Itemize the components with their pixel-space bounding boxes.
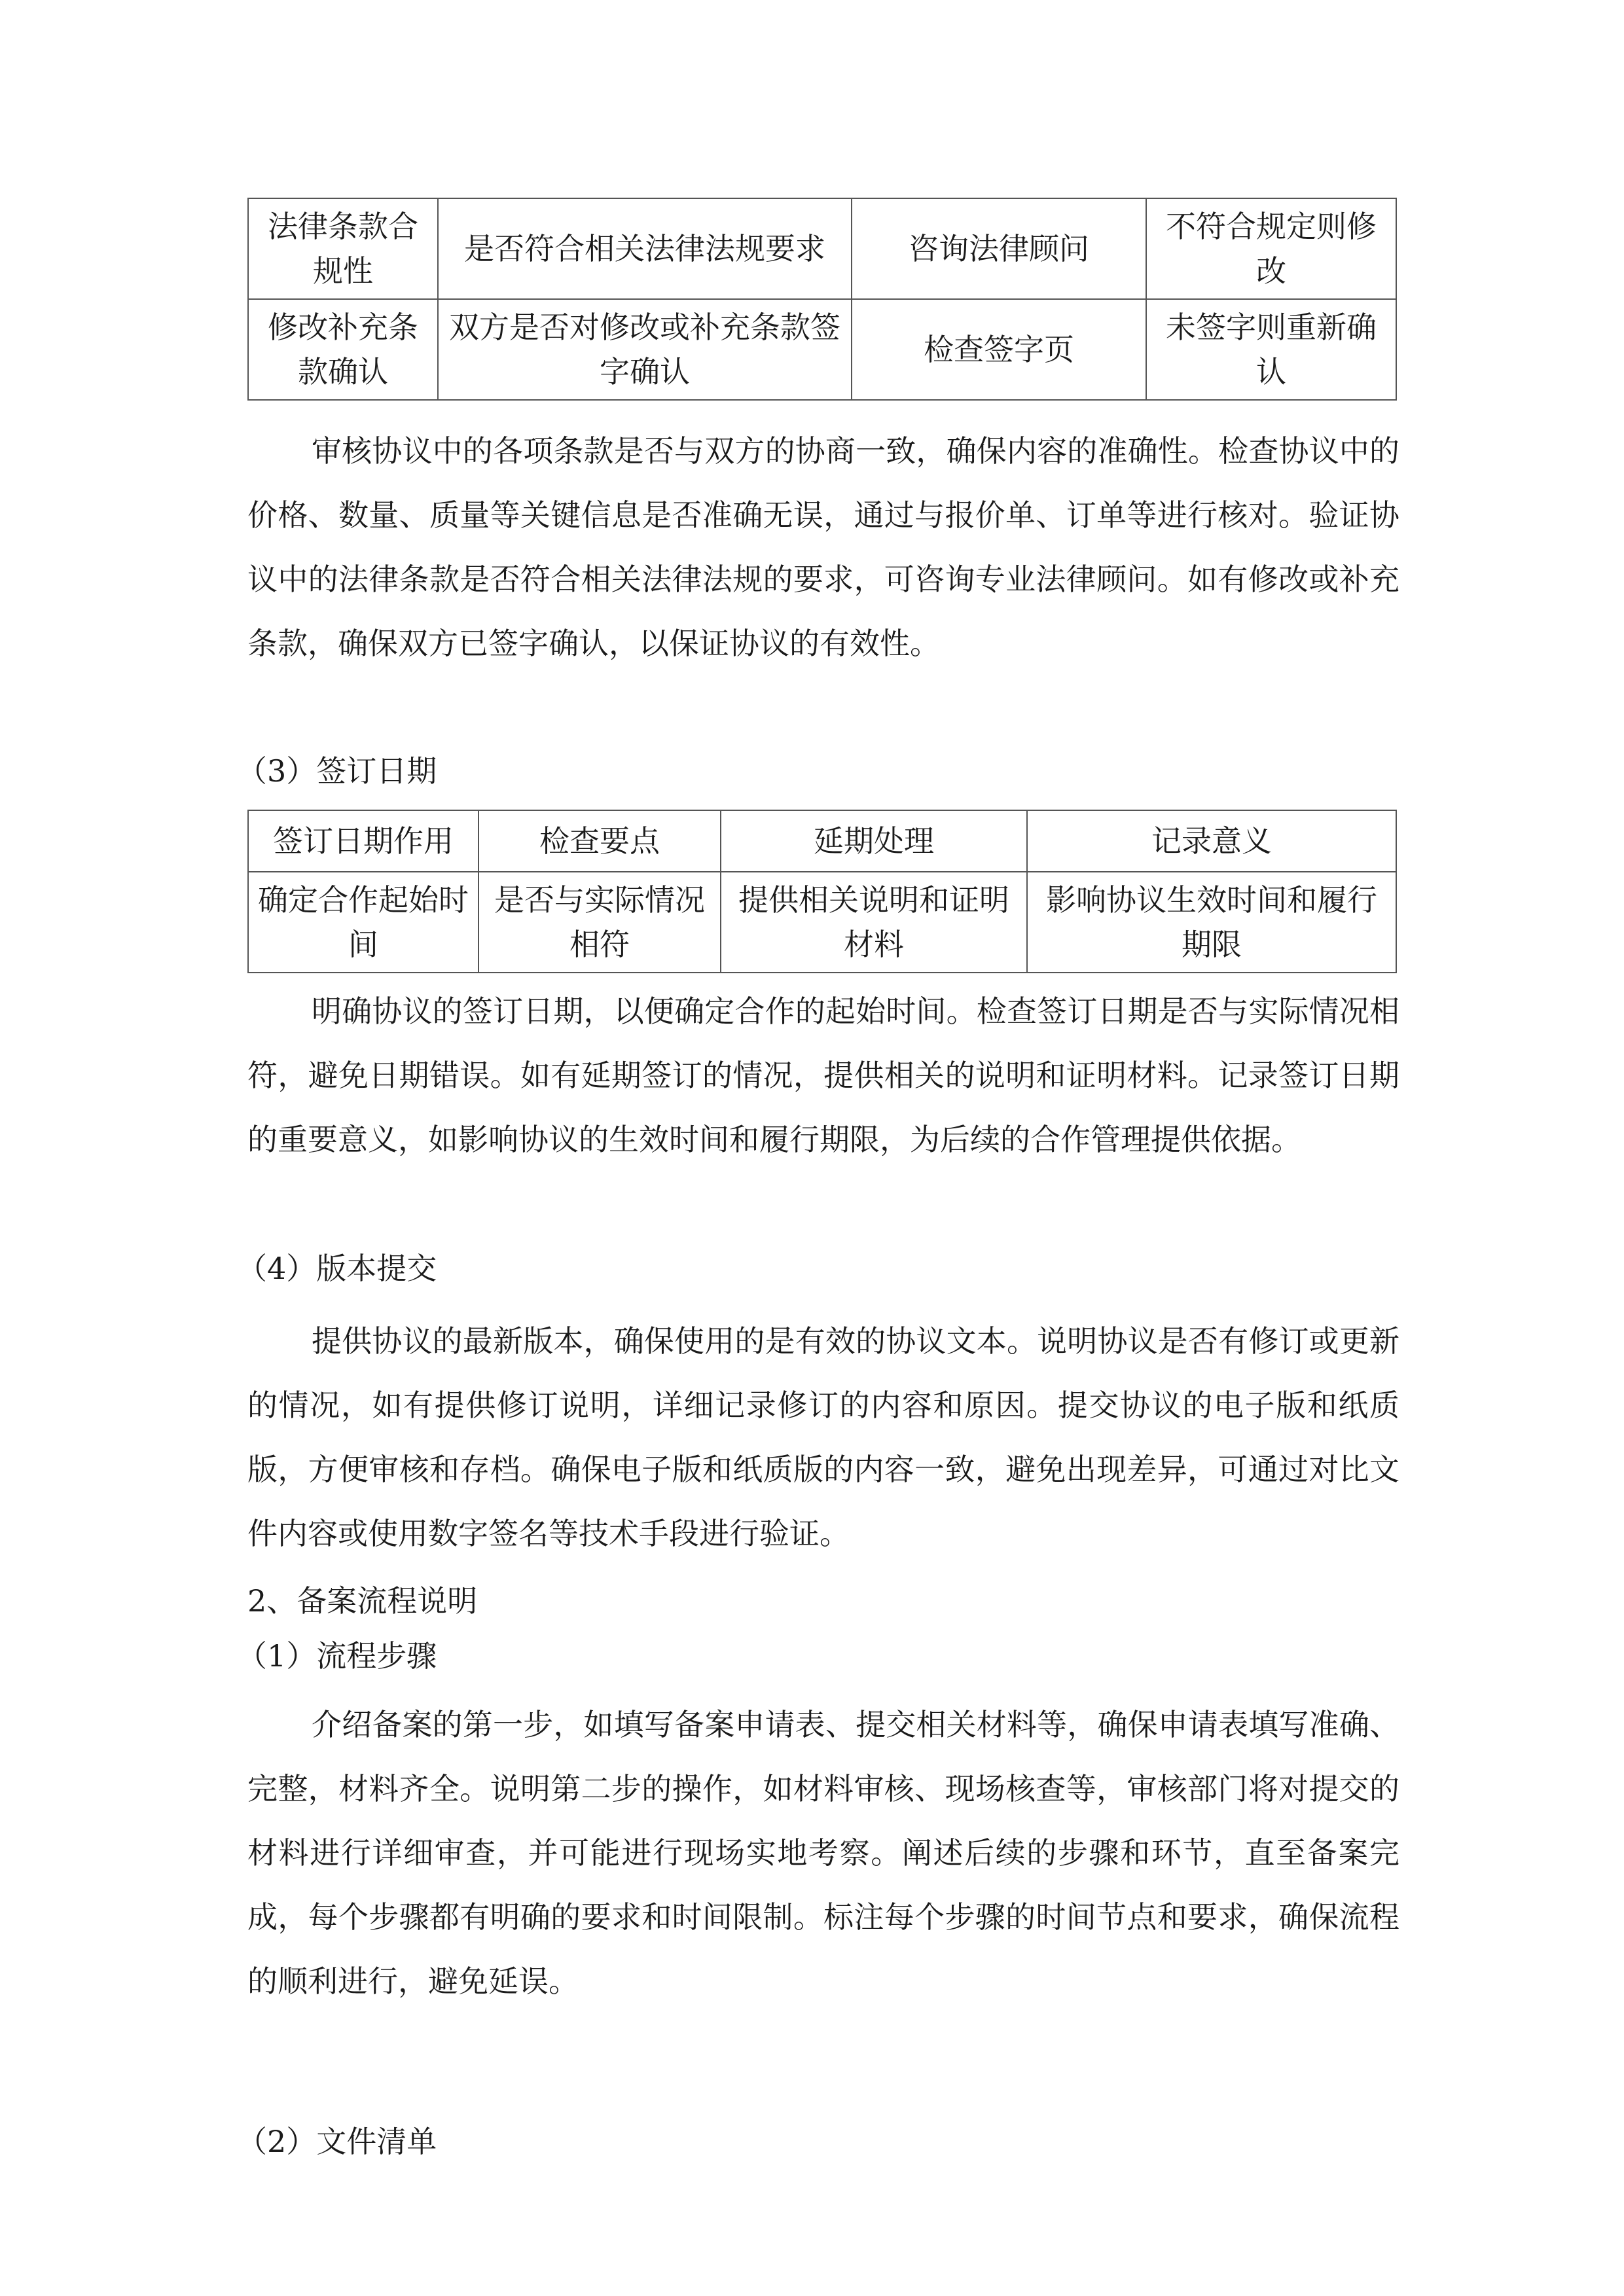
table-cell: 未签字则重新确认 bbox=[1146, 299, 1396, 400]
table-cell: 修改补充条款确认 bbox=[248, 299, 438, 400]
heading-version: （4）版本提交 bbox=[237, 1251, 437, 1286]
table-row bbox=[248, 299, 1396, 400]
table-header-cell: 记录意义 bbox=[1027, 810, 1396, 872]
table-cell: 影响协议生效时间和履行期限 bbox=[1027, 872, 1396, 973]
table-cell: 是否与实际情况相符 bbox=[478, 872, 721, 973]
sign-date-table bbox=[247, 810, 1397, 973]
table-row bbox=[248, 198, 1396, 299]
paragraph-version: 提供协议的最新版本，确保使用的是有效的协议文本。说明协议是否有修订或更新的情况，如有提供修订说明，详细记录修订的内容和原因。提交协议的电子版和纸质版，方便审核和存档。确保电子版和纸质版的内容一致，避免出现差异，可通过对比文件内容或使用数字签名等技术手段进行验证。 bbox=[247, 1323, 1399, 1551]
table-header-row bbox=[248, 810, 1396, 872]
table-cell: 检查签字页 bbox=[852, 299, 1146, 400]
paragraph-clause-review: 审核协议中的各项条款是否与双方的协商一致，确保内容的准确性。检查协议中的价格、数量、质量等关键信息是否准确无误，通过与报价单、订单等进行核对。验证协议中的法律条款是否符合相关法律法规的要求，可咨询专业法律顾问。如有修改或补充条款，确保双方已签字确认，以保证协议的有效性。 bbox=[247, 433, 1399, 661]
table-header-cell: 检查要点 bbox=[478, 810, 721, 872]
table-row bbox=[248, 872, 1396, 973]
clause-review-table bbox=[247, 198, 1397, 401]
table-cell: 是否符合相关法律法规要求 bbox=[438, 198, 852, 299]
heading-filing: 2、备案流程说明 bbox=[247, 1583, 478, 1619]
heading-sign-date: （3）签订日期 bbox=[237, 753, 437, 789]
paragraph-steps: 介绍备案的第一步，如填写备案申请表、提交相关材料等，确保申请表填写准确、完整，材料齐全。说明第二步的操作，如材料审核、现场核查等，审核部门将对提交的材料进行详细审查，并可能进行现场实地考察。阐述后续的步骤和环节，直至备案完成，每个步骤都有明确的要求和时间限制。标注每个步骤的时间节点和要求，确保流程的顺利进行，避免延误。 bbox=[247, 1707, 1399, 1999]
heading-steps: （1）流程步骤 bbox=[237, 1638, 437, 1674]
table-cell: 咨询法律顾问 bbox=[852, 198, 1146, 299]
table-cell: 不符合规定则修改 bbox=[1146, 198, 1396, 299]
heading-files: （2）文件清单 bbox=[237, 2124, 437, 2159]
table-cell: 法律条款合规性 bbox=[248, 198, 438, 299]
table-cell: 双方是否对修改或补充条款签字确认 bbox=[438, 299, 852, 400]
table-cell: 提供相关说明和证明材料 bbox=[721, 872, 1027, 973]
table-cell: 确定合作起始时间 bbox=[248, 872, 478, 973]
table-header-cell: 签订日期作用 bbox=[248, 810, 478, 872]
table-header-cell: 延期处理 bbox=[721, 810, 1027, 872]
paragraph-sign-date: 明确协议的签订日期，以便确定合作的起始时间。检查签订日期是否与实际情况相符，避免日期错误。如有延期签订的情况，提供相关的说明和证明材料。记录签订日期的重要意义，如影响协议的生效时间和履行期限，为后续的合作管理提供依据。 bbox=[247, 994, 1399, 1157]
